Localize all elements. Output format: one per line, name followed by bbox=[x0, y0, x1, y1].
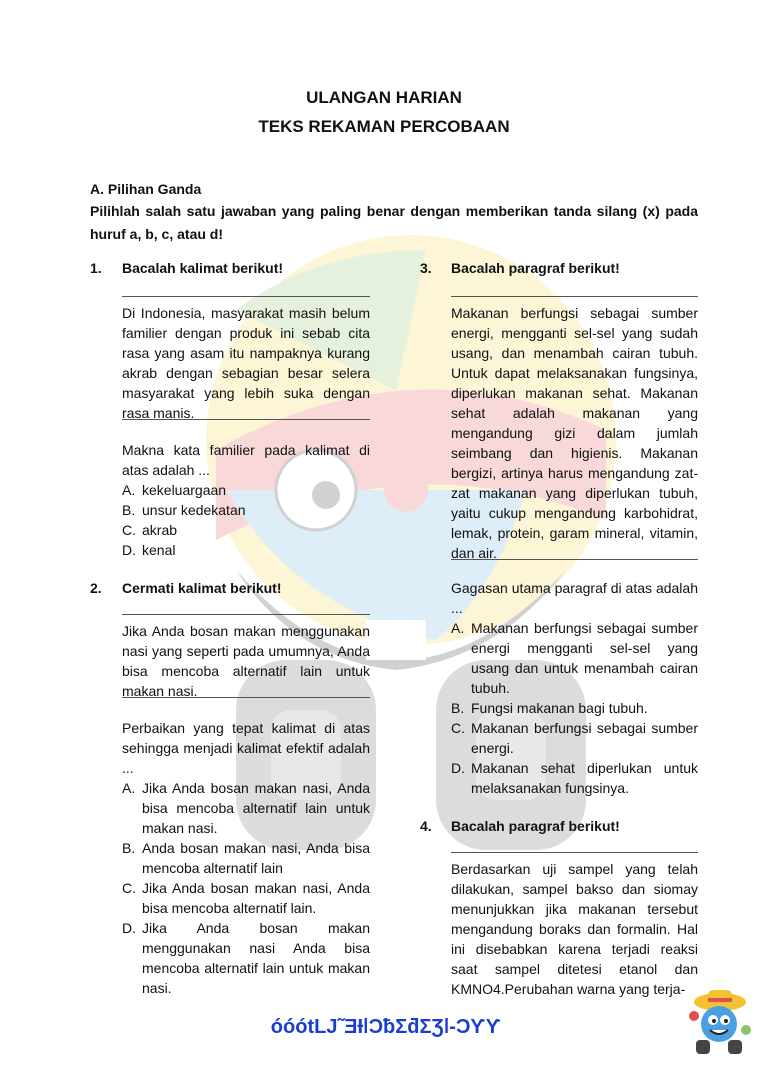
option-c[interactable]: C. akrab bbox=[122, 522, 178, 538]
question-label: Cermati kalimat berikut! bbox=[122, 580, 282, 596]
question-label: Bacalah kalimat berikut! bbox=[122, 260, 284, 276]
page-title: ULANGAN HARIAN bbox=[306, 88, 462, 107]
question-number: 2. bbox=[90, 580, 102, 596]
question-2-passage: Jika Anda bosan makan menggunakan nasi yang seperti pada umumnya, Anda bisa mencoba alternatif lain untuk makan nasi. bbox=[122, 614, 370, 698]
question-label: Bacalah paragraf berikut! bbox=[451, 818, 620, 834]
question-2-prompt: Perbaikan yang tepat kalimat di atas sehingga menjadi kalimat efektif adalah ... bbox=[122, 720, 370, 776]
question-1-prompt: Makna kata familier pada kalimat di atas adalah ... bbox=[122, 442, 370, 478]
question-number: 4. bbox=[420, 818, 432, 834]
question-1-passage: Di Indonesia, masyarakat masih belum familier dengan produk ini sebab cita rasa yang asam itu nampaknya kurang akrab dengan sebagian besar selera masyarakat yang lebih suka dengan rasa manis. bbox=[122, 296, 370, 420]
page-subtitle: TEKS REKAMAN PERCOBAAN bbox=[258, 117, 510, 136]
footer-logo bbox=[262, 1012, 510, 1040]
option-b[interactable]: B. Anda bosan makan nasi, Anda bisa mencoba alternatif lain bbox=[122, 840, 370, 876]
question-label: Bacalah paragraf berikut! bbox=[451, 260, 620, 276]
option-a[interactable]: A. Jika Anda bosan makan nasi, Anda bisa mencoba alternatif lain untuk makan nasi. bbox=[122, 780, 370, 836]
question-3-options bbox=[451, 618, 698, 798]
question-3-prompt: Gagasan utama paragraf di atas adalah ... bbox=[451, 580, 698, 616]
option-c[interactable]: C. Jika Anda bosan makan nasi, Anda bisa mencoba alternatif lain. bbox=[122, 880, 370, 916]
question-3-passage: Makanan berfungsi sebagai sumber energi, mengganti sel-sel yang sudah usang, dan menambah cairan tubuh. Untuk dapat melaksanakan fungsinya, diperlukan makanan sehat. Makanan sehat adalah makanan yang mengandung gizi dalam jumlah seimbang dan higienis. Makanan bergizi, artinya harus mengandung zat-zat makanan yang diperlukan tubuh, yaitu cukup mengandung karbohidrat, lemak, protein, garam mineral, vitamin, dan air. bbox=[451, 296, 698, 560]
question-number: 1. bbox=[90, 260, 102, 276]
footer-logo-text: óóótLJ˜ƎƗǀƆƀƩƌƩƷǀ-ƆƳƳ bbox=[270, 1016, 502, 1038]
option-d[interactable]: D. Jika Anda bosan makan menggunakan nasi Anda bisa mencoba alternatif lain untuk makan nasi. bbox=[122, 920, 370, 996]
option-b[interactable]: B. Fungsi makanan bagi tubuh. bbox=[451, 700, 648, 716]
question-4-passage: Berdasarkan uji sampel yang telah dilakukan, sampel bakso dan siomay menunjukkan jika makanan tersebut mengandung boraks dan formalin. Hal ini disebabkan karena terjadi reaksi saat sampel ditetesi etanol dan KMNO4.Perubahan warna yang terja- bbox=[451, 852, 698, 1002]
question-number: 3. bbox=[420, 260, 432, 276]
option-d[interactable]: D. kenal bbox=[122, 542, 176, 558]
question-1-options bbox=[122, 480, 370, 560]
option-a[interactable]: A. kekeluargaan bbox=[122, 482, 227, 498]
option-a[interactable]: A. Makanan berfungsi sebagai sumber energi mengganti sel-sel yang usang dan untuk menambah cairan tubuh. bbox=[451, 620, 698, 696]
section-heading: A. Pilihan Ganda bbox=[90, 181, 202, 197]
instructions-text: Pilihlah salah satu jawaban yang paling benar dengan memberikan tanda silang (x) pada huruf a, b, c, atau d! bbox=[90, 203, 698, 242]
mascot-icon bbox=[686, 986, 752, 1060]
option-b[interactable]: B. unsur kedekatan bbox=[122, 502, 246, 518]
question-2-options bbox=[122, 778, 370, 998]
option-c[interactable]: C. Makanan berfungsi sebagai sumber energi. bbox=[451, 720, 698, 756]
option-d[interactable]: D. Makanan sehat diperlukan untuk melaksanakan fungsinya. bbox=[451, 760, 698, 796]
